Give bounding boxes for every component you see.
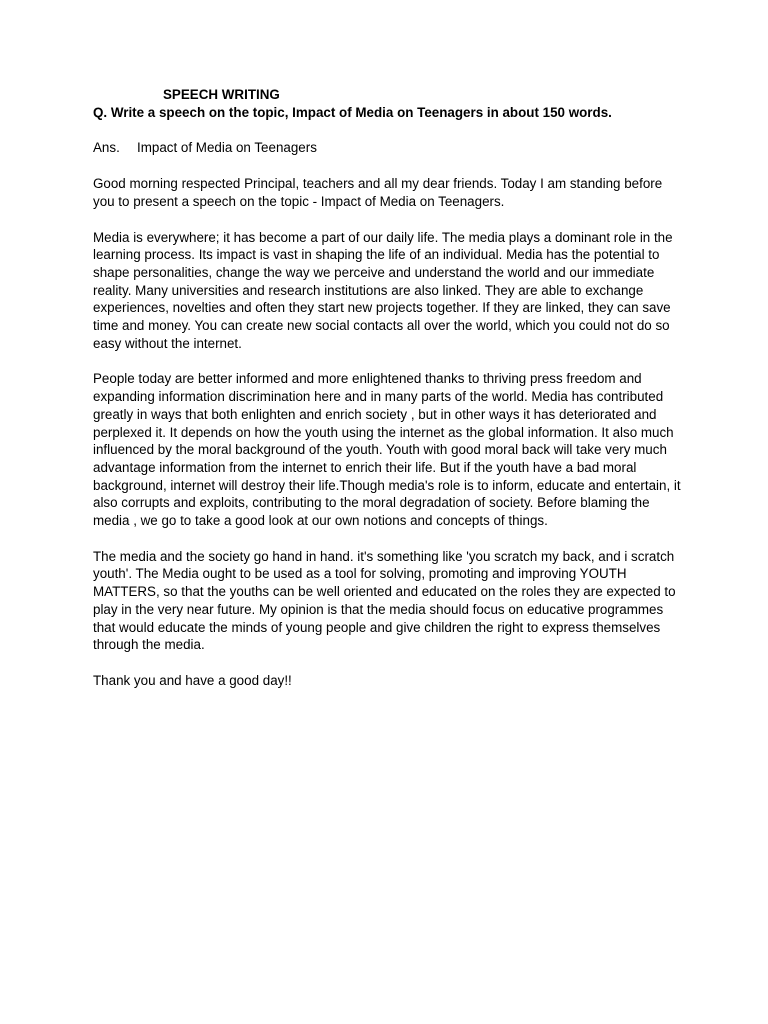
question-text: Q. Write a speech on the topic, Impact of Media on Teenagers in about 150 words. <box>93 104 612 120</box>
paragraph-greeting: Good morning respected Principal, teachers and all my dear friends. Today I am standing before you to present a speech on the topic - Impact of Media on Teenagers. <box>93 176 663 209</box>
answer-label: Ans. <box>93 140 120 156</box>
paragraph-closing: Thank you and have a good day!! <box>93 672 292 688</box>
paragraph-society: The media and the society go hand in hand. it's something like 'you scratch my back, and i scratch youth'. The Media ought to be used as a tool for solving, promoting and improving YOUTH MATTERS, so that the youths can be well oriented and educated on the roles they are expected to play in the very near future. My opinion is that the media should focus on educative programmes that would educate the minds of young people and give children the right to express themselves through the media. <box>93 548 676 653</box>
answer-title: Impact of Media on Teenagers <box>137 140 317 156</box>
paragraph-media-everywhere: Media is everywhere; it has become a part of our daily life. The media plays a dominant role in the learning process. Its impact is vast in shaping the life of an individual. Media has the potential to shape personalities, change the way we perceive and understand the world and our immediate reality. Many universities and research institutions are also linked. They are able to exchange experiences, novelties and often they start new projects together. If they are linked, they can save time and money. You can create new social contacts all over the world, which you could not do so easy without the internet. <box>93 229 673 351</box>
answer-title-line <box>93 139 685 157</box>
document-page <box>93 86 685 690</box>
document-heading: SPEECH WRITING <box>163 87 280 102</box>
paragraph-informed: People today are better informed and more enlightened thanks to thriving press freedom and expanding information discrimination here and in many parts of the world. Media has contributed greatly in ways that both enlighten and enrich society , but in other ways it has deteriorated and perplexed it. It depends on how the youth using the internet as the global information. It also much influenced by the moral background of the youth. Youth with good moral back will take very much advantage information from the internet to enrich their life. But if the youth have a bad moral background, internet will destroy their life.Though media's role is to inform, educate and entertain, it also corrupts and exploits, contributing to the moral degradation of society. Before blaming the media , we go to take a good look at our own notions and concepts of things. <box>93 371 681 529</box>
